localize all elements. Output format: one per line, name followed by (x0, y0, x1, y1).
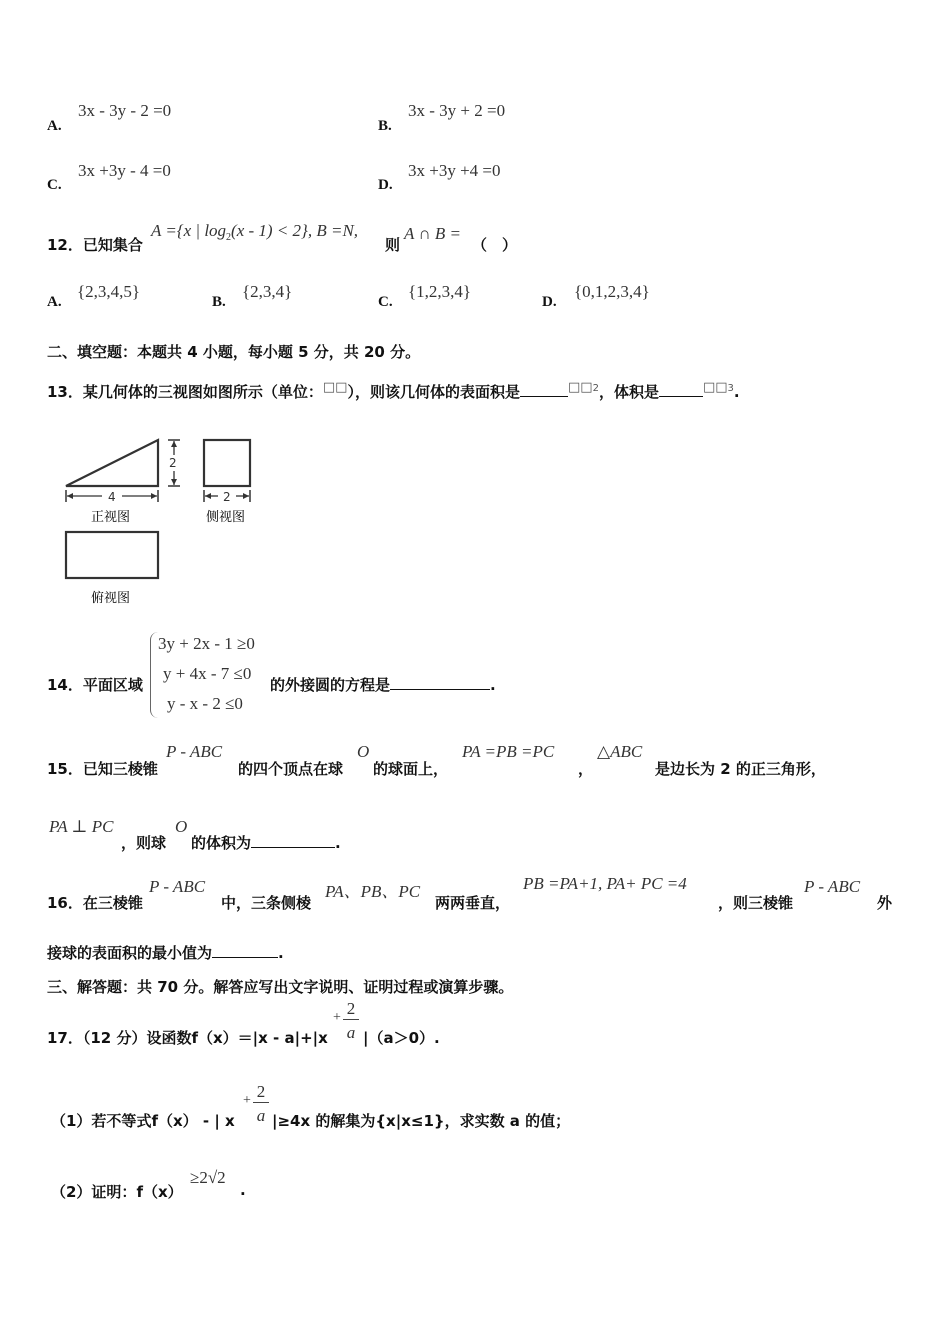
q11-option-d-label: D. (378, 177, 393, 193)
q14-suffix: 的外接圆的方程是 . (270, 676, 496, 694)
q12-set-definition: A ={x | $\log_2(x - 1) < 2$}, B =N, (151, 221, 359, 244)
q17-part-1-plus: + (243, 1093, 251, 1108)
q17-stem: 17．（12 分）设函数f（x）＝|x - a|+|x (47, 1029, 328, 1047)
q11-option-b-expr: 3x - 3y + 2 =0 (408, 101, 506, 120)
q15-triangle: △ABC (597, 742, 643, 761)
q12-option-c-value: {1,2,3,4} (408, 282, 472, 301)
q14-inequality-2: y + 4x - 7 ≤0 (163, 664, 252, 683)
q15-sphere-2: O (175, 817, 188, 836)
front-view-label: 正视图 (91, 510, 131, 525)
q16-prefix: 16．在三棱锥 (47, 894, 143, 912)
q15-pyramid: P - ABC (166, 742, 223, 761)
q12-prefix: 12．已知集合 (47, 236, 143, 254)
q17-stem-tail: |（a＞0）. (363, 1029, 440, 1047)
q15-sphere: O (357, 742, 370, 761)
q17-fraction-numerator: 2 (343, 999, 359, 1020)
q12-option-d-label: D. (542, 294, 557, 310)
q11-option-a-expr: 3x - 3y - 2 =0 (78, 101, 172, 120)
top-view-label: 俯视图 (91, 591, 131, 606)
q13-text: 13．某几何体的三视图如图所示（单位：□□），则该几何体的表面积是 □□$^2$，体积是 □□$^3$. (47, 380, 740, 401)
q11-option-a-label: A. (47, 118, 62, 134)
q15-text-d: ，则球 (121, 834, 167, 852)
q17-part-1: （1）若不等式f（x） - | x (51, 1112, 235, 1130)
q14-inequality-1: 3y + 2x - 1 ≥0 (158, 634, 255, 653)
section-3-heading: 三、解答题：共 70 分。解答应写出文字说明、证明过程或演算步骤。 (47, 978, 514, 996)
q15-text-c: 是边长为 2 的正三角形， (655, 760, 826, 778)
q17-part-2: （2）证明：f（x） (51, 1183, 183, 1201)
q12-intersection: A ∩ B = (404, 224, 461, 243)
q16-text-d: 外 (877, 894, 893, 912)
q12-then: 则 (385, 236, 401, 254)
q12-option-c-label: C. (378, 294, 393, 310)
top-view-rectangle (66, 532, 158, 578)
q14-answer-blank (390, 675, 490, 690)
q16-pyramid-2: P - ABC (804, 877, 861, 896)
q12-option-d-value: {0,1,2,3,4} (574, 282, 650, 301)
q12-option-a-value: {2,3,4,5} (77, 282, 141, 301)
q16-text-c: ，则三棱锥 (718, 894, 794, 912)
three-view-figure (58, 432, 268, 610)
q13-volume-blank (659, 382, 703, 397)
q13-area-blank (520, 382, 568, 397)
q16-text-b: 两两垂直， (435, 894, 511, 912)
q14-prefix: 14．平面区域 (47, 676, 143, 694)
q16-condition: PB =PA+1, PA+ PC =4 (523, 874, 687, 893)
front-view-triangle (66, 440, 180, 502)
q12-option-b-label: B. (212, 294, 226, 310)
side-width-label: 2 (223, 490, 231, 504)
q15-prefix: 15．已知三棱锥 (47, 760, 158, 778)
q12-answer-paren: （ ） (472, 236, 518, 254)
q16-edges: PA、PB、PC (325, 882, 421, 901)
q11-option-b-label: B. (378, 118, 392, 134)
q16-line-2: 接球的表面积的最小值为 . (47, 944, 284, 962)
q15-answer-blank (251, 833, 335, 848)
unit-placeholder-icon: □□ (322, 380, 348, 395)
front-width-label: 4 (108, 490, 116, 504)
q17-plus: + (333, 1010, 341, 1025)
q12-option-b-value: {2,3,4} (242, 282, 293, 301)
q11-option-d-expr: 3x +3y +4 =0 (408, 161, 501, 180)
q17-part-1-tail: |≥4x 的解集为{x|x≤1}，求实数 a 的值； (272, 1112, 571, 1130)
q16-text-a: 中，三条侧棱 (221, 894, 312, 912)
q17-part-2-end: . (240, 1181, 246, 1199)
q17-part-2-inequality: ≥2√2 (190, 1168, 226, 1187)
q15-perpendicular: PA ⊥ PC (49, 817, 114, 836)
q12-option-a-label: A. (47, 294, 62, 310)
q15-text-e: 的体积为 . (191, 834, 341, 852)
q15-comma: ， (578, 760, 594, 778)
section-2-heading: 二、填空题：本题共 4 小题，每小题 5 分，共 20 分。 (47, 343, 421, 361)
side-view-label: 侧视图 (206, 510, 246, 525)
q16-pyramid: P - ABC (149, 877, 206, 896)
q14-inequality-3: y - x - 2 ≤0 (167, 694, 243, 713)
front-height-label: 2 (169, 456, 177, 470)
q15-equal-edges: PA =PB =PC (462, 742, 555, 761)
q17-part-1-numerator: 2 (253, 1082, 269, 1103)
q17-part-1-denominator: a (256, 1106, 266, 1125)
q17-fraction-denominator: a (346, 1023, 356, 1042)
q11-option-c-label: C. (47, 177, 62, 193)
q15-text-a: 的四个顶点在球 (238, 760, 344, 778)
q15-text-b: 的球面上， (373, 760, 449, 778)
q16-answer-blank (212, 943, 278, 958)
q11-option-c-expr: 3x +3y - 4 =0 (78, 161, 171, 180)
